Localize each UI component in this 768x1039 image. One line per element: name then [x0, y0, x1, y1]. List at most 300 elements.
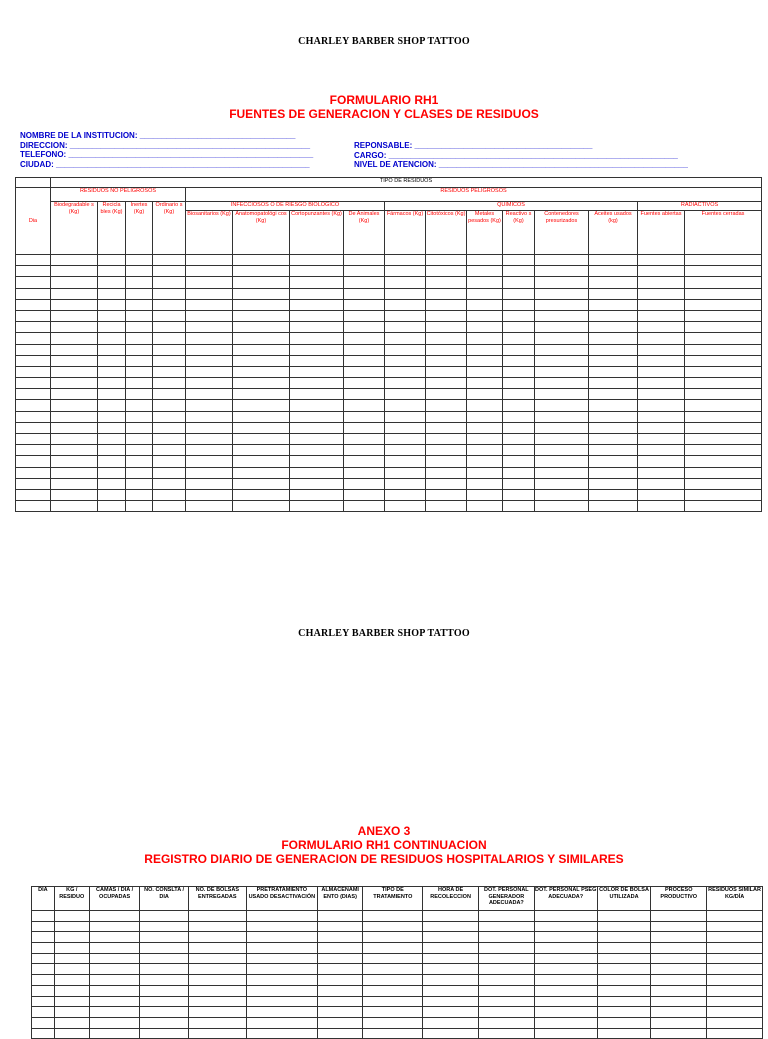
table-cell[interactable] — [467, 478, 503, 489]
table-cell[interactable] — [246, 1007, 317, 1018]
table-cell[interactable] — [423, 1017, 479, 1028]
table-cell[interactable] — [589, 478, 638, 489]
table-cell[interactable] — [534, 932, 597, 943]
table-cell[interactable] — [423, 996, 479, 1007]
table-cell[interactable] — [98, 501, 126, 512]
table-cell[interactable] — [589, 378, 638, 389]
table-cell[interactable] — [503, 501, 535, 512]
table-cell[interactable] — [685, 400, 762, 411]
table-cell[interactable] — [98, 255, 126, 266]
table-cell[interactable] — [290, 344, 344, 355]
table-cell[interactable] — [89, 1007, 140, 1018]
table-cell[interactable] — [16, 288, 51, 299]
table-cell[interactable] — [685, 344, 762, 355]
table-cell[interactable] — [54, 985, 89, 996]
table-cell[interactable] — [426, 255, 467, 266]
table-cell[interactable] — [535, 400, 589, 411]
table-cell[interactable] — [51, 255, 98, 266]
table-cell[interactable] — [98, 333, 126, 344]
table-cell[interactable] — [32, 1017, 55, 1028]
table-cell[interactable] — [467, 400, 503, 411]
table-cell[interactable] — [534, 975, 597, 986]
table-cell[interactable] — [290, 299, 344, 310]
table-cell[interactable] — [597, 953, 651, 964]
table-cell[interactable] — [233, 467, 290, 478]
table-cell[interactable] — [534, 964, 597, 975]
table-cell[interactable] — [685, 310, 762, 321]
table-cell[interactable] — [478, 932, 534, 943]
table-cell[interactable] — [385, 277, 426, 288]
table-cell[interactable] — [651, 975, 707, 986]
table-cell[interactable] — [98, 422, 126, 433]
table-cell[interactable] — [685, 366, 762, 377]
table-cell[interactable] — [233, 255, 290, 266]
table-cell[interactable] — [153, 422, 186, 433]
table-cell[interactable] — [126, 288, 153, 299]
table-cell[interactable] — [535, 501, 589, 512]
table-cell[interactable] — [535, 456, 589, 467]
table-cell[interactable] — [16, 333, 51, 344]
table-cell[interactable] — [685, 255, 762, 266]
table-cell[interactable] — [426, 344, 467, 355]
field-nivel-atencion[interactable]: NIVEL DE ATENCION: ________________________________________________________ — [354, 160, 688, 169]
table-cell[interactable] — [426, 378, 467, 389]
table-cell[interactable] — [589, 389, 638, 400]
table-cell[interactable] — [153, 411, 186, 422]
table-cell[interactable] — [186, 277, 233, 288]
table-cell[interactable] — [233, 322, 290, 333]
table-cell[interactable] — [246, 985, 317, 996]
table-cell[interactable] — [126, 467, 153, 478]
table-cell[interactable] — [89, 911, 140, 922]
table-cell[interactable] — [233, 277, 290, 288]
table-cell[interactable] — [426, 456, 467, 467]
table-cell[interactable] — [535, 434, 589, 445]
table-cell[interactable] — [638, 456, 685, 467]
table-cell[interactable] — [534, 911, 597, 922]
table-cell[interactable] — [140, 1017, 189, 1028]
table-cell[interactable] — [16, 299, 51, 310]
table-cell[interactable] — [188, 943, 246, 954]
table-cell[interactable] — [89, 1017, 140, 1028]
table-cell[interactable] — [385, 489, 426, 500]
table-cell[interactable] — [638, 255, 685, 266]
table-cell[interactable] — [478, 943, 534, 954]
table-cell[interactable] — [651, 932, 707, 943]
table-cell[interactable] — [423, 932, 479, 943]
table-cell[interactable] — [638, 378, 685, 389]
table-cell[interactable] — [290, 389, 344, 400]
table-cell[interactable] — [503, 467, 535, 478]
table-cell[interactable] — [233, 411, 290, 422]
table-cell[interactable] — [140, 943, 189, 954]
table-cell[interactable] — [188, 921, 246, 932]
table-cell[interactable] — [290, 355, 344, 366]
table-cell[interactable] — [54, 911, 89, 922]
table-cell[interactable] — [16, 478, 51, 489]
table-cell[interactable] — [186, 378, 233, 389]
table-cell[interactable] — [503, 400, 535, 411]
table-cell[interactable] — [535, 255, 589, 266]
table-cell[interactable] — [186, 434, 233, 445]
table-cell[interactable] — [363, 921, 423, 932]
table-cell[interactable] — [344, 501, 385, 512]
table-cell[interactable] — [535, 322, 589, 333]
table-cell[interactable] — [233, 310, 290, 321]
table-cell[interactable] — [685, 422, 762, 433]
table-cell[interactable] — [126, 299, 153, 310]
table-cell[interactable] — [16, 389, 51, 400]
field-telefono[interactable]: TELEFONO: _______________________________________________________ — [20, 150, 314, 159]
table-cell[interactable] — [290, 411, 344, 422]
table-cell[interactable] — [344, 355, 385, 366]
table-cell[interactable] — [651, 985, 707, 996]
table-cell[interactable] — [535, 277, 589, 288]
table-cell[interactable] — [344, 277, 385, 288]
table-cell[interactable] — [638, 333, 685, 344]
table-cell[interactable] — [188, 996, 246, 1007]
table-cell[interactable] — [186, 456, 233, 467]
table-cell[interactable] — [32, 943, 55, 954]
table-cell[interactable] — [535, 422, 589, 433]
table-cell[interactable] — [344, 288, 385, 299]
table-cell[interactable] — [89, 996, 140, 1007]
table-cell[interactable] — [597, 964, 651, 975]
table-cell[interactable] — [707, 985, 763, 996]
table-cell[interactable] — [32, 921, 55, 932]
table-cell[interactable] — [32, 996, 55, 1007]
table-cell[interactable] — [16, 445, 51, 456]
table-cell[interactable] — [685, 456, 762, 467]
table-cell[interactable] — [126, 277, 153, 288]
table-cell[interactable] — [98, 355, 126, 366]
table-cell[interactable] — [426, 355, 467, 366]
table-cell[interactable] — [535, 389, 589, 400]
table-cell[interactable] — [98, 277, 126, 288]
table-cell[interactable] — [89, 943, 140, 954]
table-cell[interactable] — [290, 456, 344, 467]
table-cell[interactable] — [233, 400, 290, 411]
table-cell[interactable] — [467, 255, 503, 266]
table-cell[interactable] — [98, 411, 126, 422]
table-cell[interactable] — [153, 255, 186, 266]
table-cell[interactable] — [467, 467, 503, 478]
table-cell[interactable] — [363, 964, 423, 975]
table-cell[interactable] — [423, 1007, 479, 1018]
table-cell[interactable] — [317, 975, 362, 986]
table-cell[interactable] — [290, 366, 344, 377]
table-cell[interactable] — [98, 489, 126, 500]
table-cell[interactable] — [153, 322, 186, 333]
table-cell[interactable] — [535, 411, 589, 422]
table-cell[interactable] — [534, 985, 597, 996]
table-cell[interactable] — [188, 1007, 246, 1018]
table-cell[interactable] — [707, 1028, 763, 1039]
table-cell[interactable] — [188, 985, 246, 996]
table-cell[interactable] — [186, 366, 233, 377]
table-cell[interactable] — [126, 501, 153, 512]
table-cell[interactable] — [589, 434, 638, 445]
table-cell[interactable] — [423, 943, 479, 954]
table-cell[interactable] — [426, 322, 467, 333]
table-cell[interactable] — [467, 456, 503, 467]
table-cell[interactable] — [685, 489, 762, 500]
table-cell[interactable] — [98, 467, 126, 478]
table-cell[interactable] — [503, 366, 535, 377]
table-cell[interactable] — [98, 389, 126, 400]
table-cell[interactable] — [290, 445, 344, 456]
table-cell[interactable] — [467, 445, 503, 456]
table-cell[interactable] — [51, 434, 98, 445]
table-cell[interactable] — [186, 501, 233, 512]
table-cell[interactable] — [126, 400, 153, 411]
table-cell[interactable] — [685, 501, 762, 512]
table-cell[interactable] — [140, 953, 189, 964]
table-cell[interactable] — [597, 932, 651, 943]
table-cell[interactable] — [153, 456, 186, 467]
table-cell[interactable] — [467, 355, 503, 366]
table-cell[interactable] — [186, 333, 233, 344]
table-cell[interactable] — [140, 975, 189, 986]
table-cell[interactable] — [32, 1028, 55, 1039]
table-cell[interactable] — [153, 277, 186, 288]
table-cell[interactable] — [126, 322, 153, 333]
table-cell[interactable] — [535, 310, 589, 321]
table-cell[interactable] — [126, 445, 153, 456]
table-cell[interactable] — [32, 911, 55, 922]
table-cell[interactable] — [385, 310, 426, 321]
table-cell[interactable] — [638, 310, 685, 321]
table-cell[interactable] — [246, 911, 317, 922]
table-cell[interactable] — [54, 953, 89, 964]
table-cell[interactable] — [51, 355, 98, 366]
table-cell[interactable] — [467, 277, 503, 288]
table-cell[interactable] — [126, 489, 153, 500]
table-cell[interactable] — [685, 299, 762, 310]
table-cell[interactable] — [16, 366, 51, 377]
table-cell[interactable] — [707, 921, 763, 932]
table-cell[interactable] — [503, 422, 535, 433]
table-cell[interactable] — [153, 366, 186, 377]
table-cell[interactable] — [535, 445, 589, 456]
table-cell[interactable] — [51, 456, 98, 467]
table-cell[interactable] — [233, 389, 290, 400]
table-cell[interactable] — [98, 378, 126, 389]
table-cell[interactable] — [426, 422, 467, 433]
table-cell[interactable] — [589, 333, 638, 344]
table-cell[interactable] — [89, 985, 140, 996]
table-cell[interactable] — [423, 953, 479, 964]
table-cell[interactable] — [153, 355, 186, 366]
table-cell[interactable] — [651, 1007, 707, 1018]
table-cell[interactable] — [344, 422, 385, 433]
table-cell[interactable] — [317, 911, 362, 922]
table-cell[interactable] — [363, 985, 423, 996]
table-cell[interactable] — [16, 411, 51, 422]
table-cell[interactable] — [467, 266, 503, 277]
table-cell[interactable] — [503, 255, 535, 266]
table-cell[interactable] — [16, 489, 51, 500]
table-cell[interactable] — [685, 434, 762, 445]
table-cell[interactable] — [651, 1028, 707, 1039]
table-cell[interactable] — [589, 322, 638, 333]
table-cell[interactable] — [385, 478, 426, 489]
table-cell[interactable] — [426, 299, 467, 310]
table-cell[interactable] — [638, 389, 685, 400]
table-cell[interactable] — [589, 489, 638, 500]
table-cell[interactable] — [98, 299, 126, 310]
table-cell[interactable] — [503, 445, 535, 456]
table-cell[interactable] — [426, 411, 467, 422]
table-cell[interactable] — [467, 489, 503, 500]
table-cell[interactable] — [89, 1028, 140, 1039]
table-cell[interactable] — [426, 501, 467, 512]
table-cell[interactable] — [467, 310, 503, 321]
table-cell[interactable] — [426, 434, 467, 445]
table-cell[interactable] — [707, 964, 763, 975]
table-cell[interactable] — [385, 445, 426, 456]
table-cell[interactable] — [89, 921, 140, 932]
table-cell[interactable] — [638, 478, 685, 489]
table-cell[interactable] — [16, 434, 51, 445]
table-cell[interactable] — [233, 501, 290, 512]
table-cell[interactable] — [426, 389, 467, 400]
table-cell[interactable] — [16, 277, 51, 288]
table-cell[interactable] — [89, 932, 140, 943]
table-cell[interactable] — [98, 434, 126, 445]
table-cell[interactable] — [685, 411, 762, 422]
table-cell[interactable] — [51, 299, 98, 310]
table-cell[interactable] — [54, 964, 89, 975]
table-cell[interactable] — [467, 344, 503, 355]
table-cell[interactable] — [51, 366, 98, 377]
table-cell[interactable] — [503, 277, 535, 288]
table-cell[interactable] — [597, 1028, 651, 1039]
table-cell[interactable] — [54, 975, 89, 986]
table-cell[interactable] — [344, 489, 385, 500]
table-cell[interactable] — [126, 389, 153, 400]
table-cell[interactable] — [98, 366, 126, 377]
table-cell[interactable] — [290, 489, 344, 500]
table-cell[interactable] — [126, 366, 153, 377]
table-cell[interactable] — [344, 299, 385, 310]
table-cell[interactable] — [426, 266, 467, 277]
table-cell[interactable] — [317, 1017, 362, 1028]
table-cell[interactable] — [426, 400, 467, 411]
table-cell[interactable] — [467, 322, 503, 333]
table-cell[interactable] — [16, 501, 51, 512]
table-cell[interactable] — [32, 953, 55, 964]
table-cell[interactable] — [467, 422, 503, 433]
table-cell[interactable] — [503, 299, 535, 310]
table-cell[interactable] — [589, 310, 638, 321]
table-cell[interactable] — [246, 932, 317, 943]
table-cell[interactable] — [126, 456, 153, 467]
table-cell[interactable] — [51, 277, 98, 288]
table-cell[interactable] — [126, 344, 153, 355]
table-cell[interactable] — [589, 366, 638, 377]
table-cell[interactable] — [685, 467, 762, 478]
table-cell[interactable] — [344, 467, 385, 478]
table-cell[interactable] — [685, 478, 762, 489]
table-cell[interactable] — [535, 366, 589, 377]
table-cell[interactable] — [597, 911, 651, 922]
table-cell[interactable] — [188, 975, 246, 986]
table-cell[interactable] — [290, 322, 344, 333]
table-cell[interactable] — [385, 266, 426, 277]
table-cell[interactable] — [126, 355, 153, 366]
table-cell[interactable] — [685, 277, 762, 288]
table-cell[interactable] — [51, 322, 98, 333]
table-cell[interactable] — [317, 996, 362, 1007]
table-cell[interactable] — [534, 921, 597, 932]
table-cell[interactable] — [51, 411, 98, 422]
table-cell[interactable] — [478, 964, 534, 975]
table-cell[interactable] — [344, 344, 385, 355]
table-cell[interactable] — [126, 333, 153, 344]
table-cell[interactable] — [589, 467, 638, 478]
table-cell[interactable] — [651, 911, 707, 922]
table-cell[interactable] — [707, 911, 763, 922]
table-cell[interactable] — [16, 322, 51, 333]
table-cell[interactable] — [638, 489, 685, 500]
table-cell[interactable] — [32, 975, 55, 986]
table-cell[interactable] — [535, 333, 589, 344]
table-cell[interactable] — [51, 389, 98, 400]
table-cell[interactable] — [126, 255, 153, 266]
table-cell[interactable] — [290, 378, 344, 389]
field-cargo[interactable]: CARGO: _________________________________________________________________ — [354, 150, 678, 160]
table-cell[interactable] — [651, 1017, 707, 1028]
table-cell[interactable] — [246, 996, 317, 1007]
table-cell[interactable] — [317, 1028, 362, 1039]
table-cell[interactable] — [478, 985, 534, 996]
table-cell[interactable] — [478, 1007, 534, 1018]
table-cell[interactable] — [54, 1017, 89, 1028]
table-cell[interactable] — [638, 422, 685, 433]
table-cell[interactable] — [467, 378, 503, 389]
table-cell[interactable] — [290, 288, 344, 299]
table-cell[interactable] — [638, 411, 685, 422]
table-cell[interactable] — [290, 478, 344, 489]
table-cell[interactable] — [16, 378, 51, 389]
table-cell[interactable] — [426, 478, 467, 489]
table-cell[interactable] — [503, 478, 535, 489]
table-cell[interactable] — [685, 322, 762, 333]
table-cell[interactable] — [188, 1017, 246, 1028]
table-cell[interactable] — [467, 411, 503, 422]
table-cell[interactable] — [638, 299, 685, 310]
table-cell[interactable] — [478, 1028, 534, 1039]
table-cell[interactable] — [535, 489, 589, 500]
table-cell[interactable] — [89, 964, 140, 975]
table-cell[interactable] — [186, 478, 233, 489]
table-cell[interactable] — [246, 921, 317, 932]
table-cell[interactable] — [32, 985, 55, 996]
table-cell[interactable] — [638, 288, 685, 299]
table-cell[interactable] — [478, 953, 534, 964]
table-cell[interactable] — [186, 389, 233, 400]
table-cell[interactable] — [51, 344, 98, 355]
table-cell[interactable] — [186, 255, 233, 266]
table-cell[interactable] — [385, 333, 426, 344]
table-cell[interactable] — [535, 478, 589, 489]
table-cell[interactable] — [478, 975, 534, 986]
table-cell[interactable] — [638, 355, 685, 366]
table-cell[interactable] — [651, 964, 707, 975]
table-cell[interactable] — [503, 355, 535, 366]
table-cell[interactable] — [707, 943, 763, 954]
